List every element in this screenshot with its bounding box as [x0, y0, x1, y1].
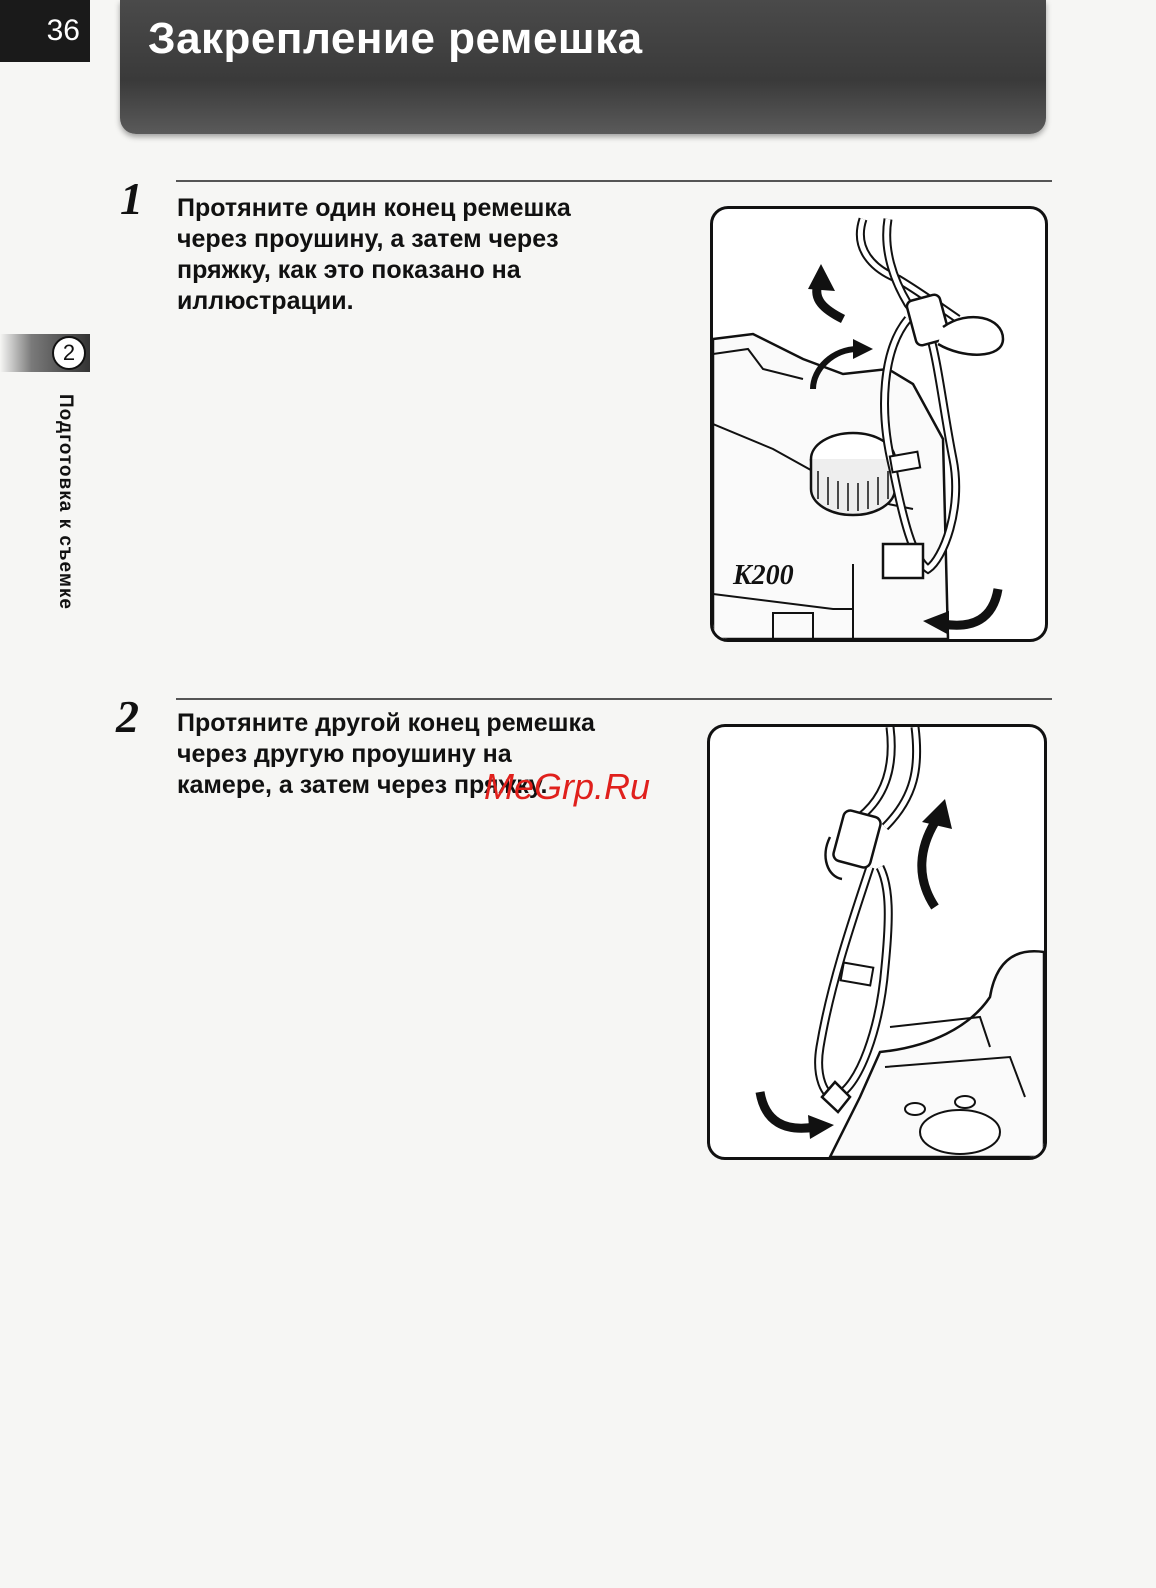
step-1-text [177, 193, 571, 317]
step-2-illustration [707, 724, 1047, 1160]
step-1-line: иллюстрации. [177, 287, 354, 315]
chapter-label: Подготовка к съемке [55, 394, 76, 610]
step-2-line: Протяните другой конец ремешка [177, 709, 595, 737]
step-2-line: камере, а затем через пряжку. [177, 771, 548, 799]
title-bar [120, 0, 1046, 134]
page-number: 36 [0, 0, 90, 62]
step-2-divider [176, 698, 1052, 700]
watermark: MeGrp.Ru [484, 766, 651, 807]
step-1-number: 1 [120, 173, 143, 224]
step-2-line: через другую проушину на [177, 740, 512, 768]
camera-model-label: K200 [733, 560, 794, 591]
page-title: Закрепление ремешка [148, 14, 643, 63]
step-1-line: Протяните один конец ремешка [177, 194, 571, 222]
step-1-line: пряжку, как это показано на [177, 256, 521, 284]
step-1-illustration [710, 206, 1048, 642]
step-1-divider [176, 180, 1052, 182]
step-2-number: 2 [116, 691, 139, 742]
strap-attach-diagram-1 [713, 209, 1045, 639]
step-1-line: через проушину, а затем через [177, 225, 559, 253]
strap-attach-diagram-2 [710, 727, 1044, 1157]
chapter-number: 2 [52, 336, 86, 370]
